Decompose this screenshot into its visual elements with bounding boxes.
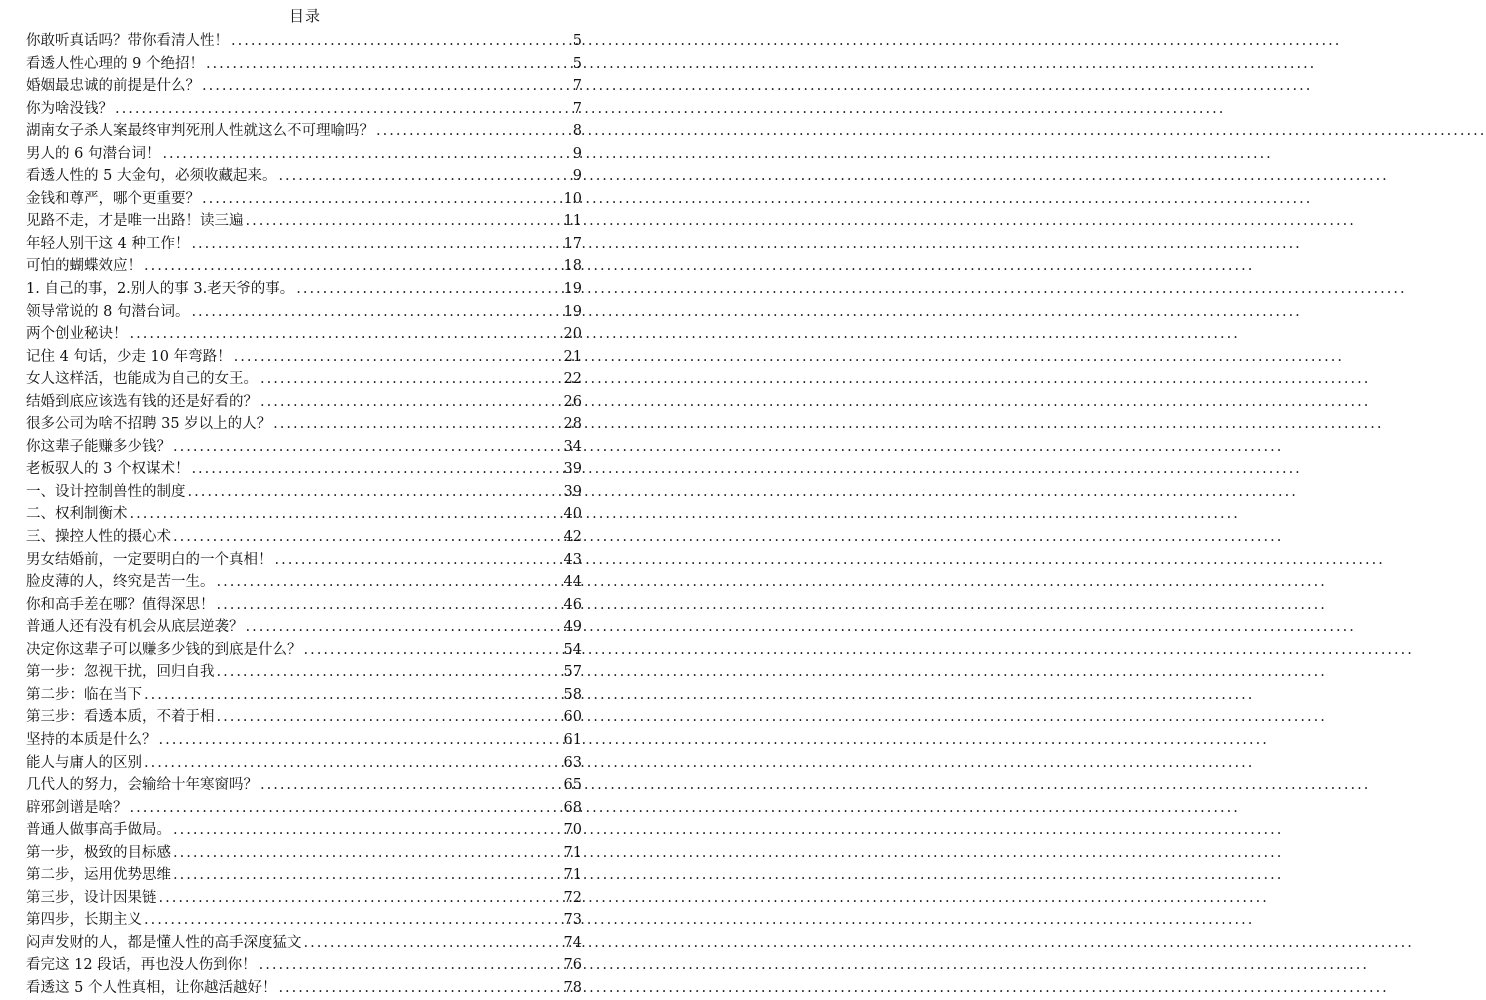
dot-leader — [144, 255, 562, 278]
dot-leader — [144, 909, 562, 932]
toc-entry-title: 年轻人别干这 4 种工作！ — [26, 235, 190, 252]
toc-entry[interactable] — [26, 549, 582, 572]
toc-entry-page-number: 73 — [563, 912, 582, 929]
dot-leader — [191, 233, 561, 256]
toc-entry-title: 你敢听真话吗？带你看清人性！ — [26, 33, 229, 49]
toc-entry-page-number: 61 — [563, 731, 582, 748]
toc-entry-page-number: 21 — [563, 348, 582, 365]
toc-entry[interactable] — [26, 301, 582, 324]
dot-leader — [260, 391, 562, 414]
toc-entry-page-number: 26 — [563, 393, 582, 410]
toc-entry-title: 第三步：看透本质，不着于相 — [26, 709, 215, 726]
toc-entry[interactable] — [26, 165, 582, 188]
dot-leader — [376, 120, 566, 143]
dot-leader — [188, 481, 562, 504]
dot-leader — [130, 503, 562, 526]
toc-entry-title: 看透这 5 个人性真相，让你越活越好！ — [26, 979, 277, 996]
toc-entry-title: 第一步：忽视干扰，回归自我 — [26, 664, 215, 681]
toc-entry-title: 男女结婚前，一定要明白的一个真相！ — [26, 551, 273, 568]
dot-leader — [130, 323, 562, 346]
toc-entry-page-number: 72 — [563, 889, 582, 906]
toc-entry[interactable] — [26, 932, 582, 955]
toc-entry-title: 普通人还有没有机会从底层逆袭？ — [26, 619, 244, 636]
toc-entry-page-number: 71 — [563, 844, 582, 861]
toc-entry-title: 你这辈子能赚多少钱？ — [26, 438, 171, 455]
toc-entry[interactable] — [26, 278, 582, 301]
toc-entry[interactable] — [26, 684, 582, 707]
toc-entry-page-number: 78 — [563, 979, 582, 996]
toc-entry[interactable] — [26, 706, 582, 729]
toc-entry-title: 决定你这辈子可以赚多少钱的到底是什么？ — [26, 641, 302, 658]
toc-entry[interactable] — [26, 909, 582, 932]
dot-leader — [173, 842, 562, 865]
dot-leader — [162, 143, 566, 166]
toc-entry[interactable] — [26, 210, 582, 233]
toc-entry-title: 女人这样活，也能成为自己的女王。 — [26, 371, 258, 388]
dot-leader — [115, 98, 566, 121]
toc-entry-title: 老板驭人的 3 个权谋术！ — [26, 461, 190, 478]
toc-entry-page-number: 43 — [563, 551, 582, 568]
toc-entry-title: 见路不走，才是唯一出路！读三遍 — [26, 213, 244, 230]
toc-entry[interactable] — [26, 368, 582, 391]
toc-entry-title: 看完这 12 段话，再也没人伤到你！ — [26, 957, 257, 974]
toc-entry-page-number: 40 — [563, 506, 582, 523]
toc-entry[interactable] — [26, 458, 582, 481]
toc-entry-page-number: 9 — [572, 168, 582, 185]
toc-entry-title: 1. 自己的事，2.别人的事 3.老天爷的事。 — [26, 281, 295, 298]
dot-leader — [246, 616, 562, 639]
toc-entry[interactable] — [26, 616, 582, 639]
toc-entry-title: 很多公司为啥不招聘 35 岁以上的人？ — [26, 416, 272, 433]
dot-leader — [206, 53, 566, 76]
toc-entry[interactable] — [26, 661, 582, 684]
toc-entry-page-number: 70 — [563, 822, 582, 839]
dot-leader — [278, 977, 561, 1000]
toc-entry[interactable] — [26, 391, 582, 414]
toc-entry[interactable] — [26, 255, 582, 278]
toc-entry-page-number: 7 — [572, 78, 582, 95]
toc-entry[interactable] — [26, 752, 582, 775]
toc-entry-title: 辟邪剑谱是啥？ — [26, 799, 128, 816]
toc-entry[interactable] — [26, 143, 582, 166]
dot-leader — [217, 661, 562, 684]
toc-entry-page-number: 19 — [563, 303, 582, 320]
toc-entry-page-number: 39 — [563, 483, 582, 500]
toc-entry-title: 第一步，极致的目标感 — [26, 844, 171, 861]
toc-entry[interactable] — [26, 797, 582, 820]
toc-entry[interactable] — [26, 819, 582, 842]
toc-entry-page-number: 68 — [563, 799, 582, 816]
dot-leader — [144, 752, 562, 775]
toc-entry[interactable] — [26, 977, 582, 1000]
toc-entry-page-number: 28 — [563, 416, 582, 433]
dot-leader — [304, 932, 562, 955]
toc-entry-page-number: 22 — [563, 371, 582, 388]
toc-entry-title: 结婚到底应该选有钱的还是好看的？ — [26, 393, 258, 410]
toc-entry-page-number: 7 — [572, 100, 582, 117]
toc-entry-page-number: 11 — [563, 213, 582, 230]
toc-entry[interactable] — [26, 188, 582, 211]
toc-entry-page-number: 44 — [563, 574, 582, 591]
toc-entry-title: 金钱和尊严，哪个更重要？ — [26, 190, 200, 207]
toc-entry-title: 看透人性心理的 9 个绝招！ — [26, 55, 204, 72]
toc-entry-page-number: 65 — [563, 777, 582, 794]
toc-title: 目录 — [288, 7, 321, 25]
dot-leader — [217, 594, 562, 617]
toc-entry-title: 你为啥没钱？ — [26, 100, 113, 117]
toc-entry-page-number: 34 — [563, 438, 582, 455]
toc-entry-page-number: 5 — [572, 33, 582, 49]
toc-entry-page-number: 18 — [563, 258, 582, 275]
toc-entry-title: 可怕的蝴蝶效应！ — [26, 258, 142, 275]
toc-entry-title: 能人与庸人的区别 — [26, 754, 142, 771]
toc-entry-title: 第三步，设计因果链 — [26, 889, 157, 906]
toc-entry-title: 湖南女子杀人案最终审判死刑人性就这么不可理喻吗？ — [26, 123, 374, 140]
dot-leader — [260, 368, 562, 391]
toc-entry[interactable] — [26, 75, 582, 98]
toc-entry-title: 坚持的本质是什么？ — [26, 731, 157, 748]
toc-entry-page-number: 39 — [563, 461, 582, 478]
toc-entry[interactable] — [26, 842, 582, 865]
toc-entry[interactable] — [26, 594, 582, 617]
toc-entry-page-number: 76 — [563, 957, 582, 974]
dot-leader — [234, 346, 562, 369]
toc-entry-title: 你和高手差在哪？值得深思！ — [26, 596, 215, 613]
dot-leader — [275, 549, 562, 572]
toc-entry[interactable] — [26, 233, 582, 256]
toc-entry-page-number: 20 — [563, 326, 582, 343]
toc-entry[interactable] — [26, 346, 582, 369]
toc-entry-title: 普通人做事高手做局。 — [26, 822, 171, 839]
toc-entry-page-number: 42 — [563, 529, 582, 546]
toc-entry-page-number: 58 — [563, 686, 582, 703]
toc-entry-page-number: 71 — [563, 867, 582, 884]
dot-leader — [130, 797, 562, 820]
toc-entry-page-number: 54 — [563, 641, 582, 658]
toc-entry-title: 三、操控人性的摄心术 — [26, 529, 171, 546]
toc-entry-title: 第四步，长期主义 — [26, 912, 142, 929]
toc-entry[interactable] — [26, 481, 582, 504]
toc-entry-title: 一、设计控制兽性的制度 — [26, 483, 186, 500]
toc-entry-title: 领导常说的 8 句潜台词。 — [26, 303, 190, 320]
toc-entry-page-number: 8 — [572, 123, 582, 140]
toc-entry-title: 记住 4 句话，少走 10 年弯路！ — [26, 348, 232, 365]
toc-entry[interactable] — [26, 887, 582, 910]
toc-entry[interactable] — [26, 729, 582, 752]
toc-entry[interactable] — [26, 413, 582, 436]
toc-entry-page-number: 10 — [563, 190, 582, 207]
dot-leader — [159, 729, 562, 752]
dot-leader — [217, 571, 562, 594]
toc-entry[interactable] — [26, 864, 582, 887]
toc-entry[interactable] — [26, 774, 582, 797]
toc-entry-page-number: 57 — [563, 664, 582, 681]
dot-leader — [144, 684, 562, 707]
toc-entry-title: 二、权利制衡术 — [26, 506, 128, 523]
toc-entry[interactable] — [26, 323, 582, 346]
toc-list — [26, 30, 582, 1000]
toc-entry-title: 闷声发财的人，都是懂人性的高手深度猛文 — [26, 934, 302, 951]
dot-leader — [173, 819, 562, 842]
dot-leader — [273, 413, 561, 436]
toc-entry-title: 第二步，运用优势思维 — [26, 867, 171, 884]
toc-entry[interactable] — [26, 571, 582, 594]
toc-entry-page-number: 19 — [563, 281, 582, 298]
toc-entry-page-number: 9 — [572, 145, 582, 162]
toc-entry-title: 男人的 6 句潜台词！ — [26, 145, 161, 162]
toc-entry-title: 两个创业秘诀！ — [26, 326, 128, 343]
dot-leader — [173, 436, 562, 459]
dot-leader — [191, 458, 561, 481]
toc-entry[interactable] — [26, 30, 582, 53]
toc-entry[interactable] — [26, 120, 582, 143]
toc-entry-title: 第二步：临在当下 — [26, 686, 142, 703]
dot-leader — [304, 639, 562, 662]
toc-entry-page-number: 46 — [563, 596, 582, 613]
toc-entry[interactable] — [26, 639, 582, 662]
toc-entry[interactable] — [26, 436, 582, 459]
toc-entry-page-number: 5 — [572, 55, 582, 72]
toc-entry[interactable] — [26, 98, 582, 121]
dot-leader — [202, 75, 566, 98]
toc-entry[interactable] — [26, 526, 582, 549]
dot-leader — [217, 706, 562, 729]
toc-entry-page-number: 63 — [563, 754, 582, 771]
toc-entry[interactable] — [26, 53, 582, 76]
dot-leader — [173, 864, 562, 887]
dot-leader — [231, 30, 566, 53]
toc-entry-title: 几代人的努力，会输给十年寒窗吗？ — [26, 777, 258, 794]
dot-leader — [296, 278, 561, 301]
toc-entry-title: 脸皮薄的人，终究是苦一生。 — [26, 574, 215, 591]
dot-leader — [260, 774, 562, 797]
toc-entry-page-number: 74 — [563, 934, 582, 951]
dot-leader — [191, 301, 561, 324]
toc-entry-title: 婚姻最忠诚的前提是什么？ — [26, 78, 200, 95]
dot-leader — [159, 887, 562, 910]
toc-entry-page-number: 17 — [563, 235, 582, 252]
dot-leader — [278, 165, 566, 188]
toc-entry-page-number: 49 — [563, 619, 582, 636]
dot-leader — [246, 210, 562, 233]
toc-entry[interactable] — [26, 954, 582, 977]
dot-leader — [173, 526, 562, 549]
toc-entry-title: 看透人性的 5 大金句，必须收藏起来。 — [26, 168, 277, 185]
dot-leader — [202, 188, 562, 211]
toc-entry-page-number: 60 — [563, 709, 582, 726]
dot-leader — [259, 954, 562, 977]
toc-entry[interactable] — [26, 503, 582, 526]
